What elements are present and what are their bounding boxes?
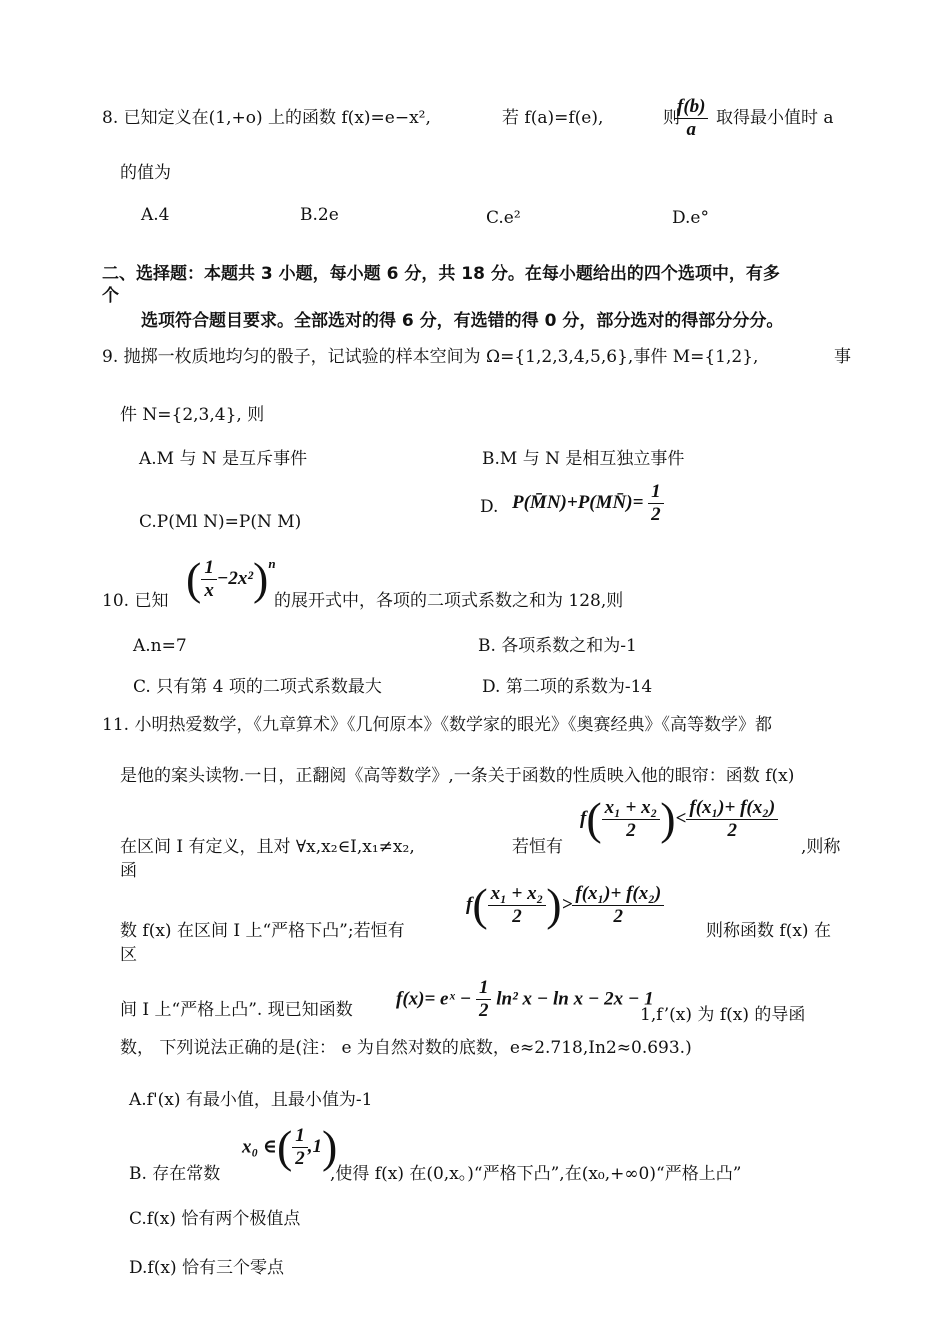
q11-line4b: 则称函数 f(x) 在: [706, 921, 831, 941]
q11-func-lhs: f(x)= eˣ −: [396, 988, 472, 1010]
q11-option-d: D.f(x) 恰有三个零点: [129, 1258, 284, 1278]
q11-line3d: 函: [120, 861, 137, 881]
q11-option-b-suffix: ,使得 f(x) 在(0,x。)“严格下凸”,在(x₀,+∞0)“严格上凸”: [330, 1164, 742, 1184]
q11-line3b: 若恒有: [512, 837, 563, 857]
q11-line4c: 区: [120, 945, 137, 965]
q11-line1: 11. 小明热爱数学，《九章算术》《几何原本》《数学家的眼光》《奥赛经典》《高等数学》都: [102, 715, 772, 735]
q10-inner-den: x: [204, 579, 214, 601]
q11-option-b-x0: x₀ ∈: [242, 1136, 277, 1158]
q11-option-b-interval: x₀ ∈( $\frac{1}{2}$ ,1): [242, 1121, 338, 1172]
q11-option-b-prefix: B. 存在常数: [129, 1164, 221, 1184]
q10-option-c: C. 只有第 4 项的二项式系数最大: [133, 677, 382, 697]
q9-line1b: 事: [834, 347, 851, 367]
q10-option-a: A.n=7: [133, 636, 187, 656]
q8-option-b: B.2e: [300, 205, 339, 225]
q8-line2: 的值为: [120, 163, 171, 183]
q10-expression: ( $\frac{1}{x}$ −2x²)$^n$: [186, 553, 276, 604]
q11-option-b-rest: ,1: [307, 1136, 323, 1157]
q11-line4: 数 f(x) 在区间 I 上“严格下凸”;若恒有: [120, 921, 405, 941]
q11-option-b-den: 2: [295, 1147, 305, 1169]
q11-ineq1-rnum: f(x₁)+ f(x₂): [686, 797, 778, 820]
q11-func-rhs: ln² x − ln x − 2x − 1: [496, 988, 654, 1010]
q10-suffix: 的展开式中，各项的二项式系数之和为 128,则: [274, 591, 624, 611]
q8-line1c: 取得最小值时 a: [716, 108, 834, 128]
section2-line2: 选项符合题目要求。全部选对的得 6 分，有选错的得 0 分，部分选对的得部分分分。: [141, 311, 784, 331]
q8-fraction: [674, 96, 708, 141]
q11-ineq1-f: f: [580, 808, 587, 829]
q11-ineq1-sign: <: [675, 808, 687, 829]
q10-option-d: D. 第二项的系数为-14: [482, 677, 653, 697]
q11-line2: 是他的案头读物.一日，正翻阅《高等数学》,一条关于函数的性质映入他的眼帘：函数 f(x): [120, 766, 795, 786]
q9-option-d-den: 2: [651, 504, 661, 525]
q8-fraction-num: f(b): [674, 96, 708, 119]
q11-line5: 间 I 上“严格上凸”. 现已知函数: [120, 1000, 353, 1020]
q9-option-b: B.M 与 N 是相互独立事件: [482, 449, 685, 469]
q11-line5b: 1,f’(x) 为 f(x) 的导函: [640, 1005, 806, 1025]
q9-option-c: C.P(Ml N)=P(N M): [139, 512, 302, 532]
q8-option-c: C.e²: [486, 208, 521, 228]
q11-ineq1-rden: 2: [727, 819, 738, 841]
q11-ineq1-den: 2: [626, 819, 636, 841]
q9-line2: 件 N={2,3,4}, 则: [120, 405, 265, 425]
q9-option-d-formula: [512, 481, 664, 526]
q11-option-a: A.f'(x) 有最小值，且最小值为-1: [129, 1090, 373, 1110]
q9-option-d-label: D.: [480, 497, 499, 517]
q11-line3: 在区间 I 有定义，且对 ∀x,x₂∈I,x₁≠x₂,: [120, 837, 415, 857]
q11-ineq2-rnum: f(x₁)+ f(x₂): [572, 883, 664, 906]
q11-ineq1-num: x₁ + x₂: [602, 797, 661, 820]
q9-option-a: A.M 与 N 是互斥事件: [139, 449, 308, 469]
q11-ineq2-f: f: [466, 894, 473, 915]
q11-ineq2-sign: >: [561, 894, 573, 915]
q9-line1: 9. 抛掷一枚质地均匀的骰子，记试验的样本空间为 Ω={1,2,3,4,5,6},事件 M={1,2},: [102, 347, 759, 367]
q11-inequality-convex: f( $\frac{\text{x₁ + x₂}}{2}$ )< $\frac{\text{f(x₁)+ f(x₂)}}{2}$: [580, 796, 778, 842]
q11-option-b-num: 1: [292, 1125, 308, 1148]
q9-option-d-lhs: P(M̄N)+P(MN̄)=: [512, 491, 644, 513]
q11-func-num: 1: [476, 977, 492, 1000]
q8-line1: 8. 已知定义在(1,+o) 上的函数 f(x)=e−x²,: [102, 108, 431, 128]
q10-option-b: B. 各项系数之和为-1: [478, 636, 637, 656]
section2-line1: 二、选择题：本题共 3 小题，每小题 6 分，共 18 分。在每小题给出的四个选项中，有多: [102, 264, 780, 284]
q11-ineq2-num: x₁ + x₂: [488, 883, 547, 906]
q11-line3c: ,则称: [801, 837, 841, 857]
q11-function: [396, 977, 654, 1022]
q8-option-a: A.4: [141, 205, 170, 225]
q10-inner-rest: −2x²: [216, 568, 254, 589]
q11-ineq2-rden: 2: [613, 905, 624, 927]
q11-ineq2-den: 2: [512, 905, 522, 927]
q10-inner-num: 1: [201, 557, 217, 580]
section2-line1b: 个: [102, 286, 119, 306]
q8-then: 则: [663, 108, 680, 128]
q8-line1b: 若 f(a)=f(e),: [502, 108, 604, 128]
q8-fraction-den: a: [686, 119, 696, 140]
q9-option-d-num: 1: [648, 481, 664, 504]
q11-inequality-concave: f( $\frac{\text{x₁ + x₂}}{2}$ )> $\frac{\text{f(x₁)+ f(x₂)}}{2}$: [466, 882, 664, 928]
q10-exponent: n: [268, 556, 276, 571]
q8-option-d: D.e°: [672, 208, 709, 228]
q10-prefix: 10. 已知: [102, 591, 169, 611]
q11-func-den: 2: [478, 1000, 489, 1021]
q11-line6: 数， 下列说法正确的是(注： e 为自然对数的底数，e≈2.718,In2≈0.693.): [120, 1038, 692, 1058]
q11-option-c: C.f(x) 恰有两个极值点: [129, 1209, 301, 1229]
